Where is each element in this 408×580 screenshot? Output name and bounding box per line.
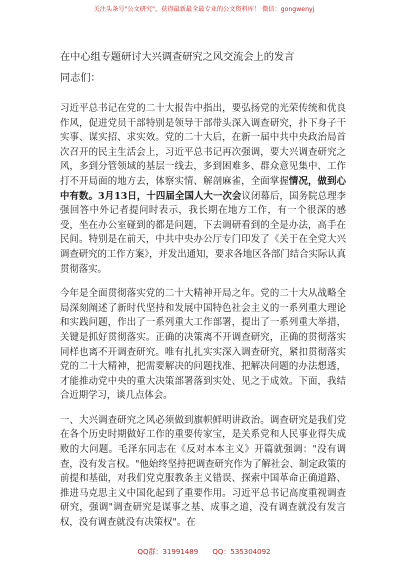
paragraph-3: 一、大兴调查研究之风必须做到旗帜鲜明讲政治。调查研究是我们党在各个历史时期做好工作的重要传家宝，是关系党和人民事业得失成败的大问题。毛泽东同志在《反对本本主义》开篇就强调："没有调查，没有发言权。"他始终坚持把调查研究作为了解社会、制定政策的前提和基础，对我们党克服教条主义错误、探索中国革命正确道路、推进马克思主义中国化起到了重要作用。习近平总书记高度重视调查研究，强调"调查研究是谋事之基、成事之道，没有调查就没有发言权，没有调查就没有决策权"。在	[60, 414, 346, 529]
paragraph-1-bold: 情况，做到心中有数。3月13日，十四届全国人大一次会	[60, 175, 346, 202]
footer-qq-group: QQ群：31991489	[137, 548, 199, 556]
footer-qq: QQ：535304092	[212, 548, 271, 556]
document-title: 在中心组专题研讨大兴调查研究之风交流会上的发言	[60, 52, 295, 63]
paragraph-1-text-b: 议闭幕后，国务院总理李强回答中外记者提问时表示，我长期在地方工作，有一个很深的感受，坐在办公室碰到的都是问题，下去调研看到的全是办法，高手在民间。特别是在前天，中共中央办公厅专门印发了《关于在全党大兴调查研究的工作方案》，并发出通知，要求各地区各部门结合实际认真贯彻落实。	[60, 190, 346, 275]
promo-banner	[0, 6, 408, 14]
paragraph-1	[60, 102, 346, 277]
document-body	[60, 102, 346, 531]
paragraph-1-text-a: 习近平总书记在党的二十大报告中指出，要弘扬党的光荣传统和优良作风，促进党员干部特别是领导干部带头深入调查研究，扑下身子干实事、谋实招、求实效。党的二十大后，在新一届中共中央政治局首次召开的民主生活会上，习近平总书记再次强调，要大兴调查研究之风，多到分管领域的基层一线去，多到困难多、群众意见集中、工作打不开局面的地方去，体察实情、解剖麻雀，全面掌握	[60, 103, 346, 187]
promo-banner-text: 关注头条号"公文研究"，获得最新最全最专业的公文资料库！ 微信：gongwenyj	[93, 6, 315, 13]
salutation: 同志们：	[60, 73, 101, 84]
paragraph-2: 今年是全面贯彻落实党的二十大精神开局之年。党的二十大从战略全局深刻阐述了新时代坚持和发展中国特色社会主义的一系列重大理论和实践问题，作出了一系列重大工作部署，提出了一系列重大举措，关键是抓好贯彻落实。正确的决策离不开调查研究，正确的贯彻落实同样也离不开调查研究。唯有扎扎实实深入调查研究，紧扣贯彻落实党的二十大精神，把需要解决的问题找准、把解决问题的办法想透，才能推动党中央的重大决策部署落到实处、见之于成效。下面，我结合近期学习，谈几点体会。	[60, 288, 346, 402]
footer-contacts	[0, 548, 408, 557]
